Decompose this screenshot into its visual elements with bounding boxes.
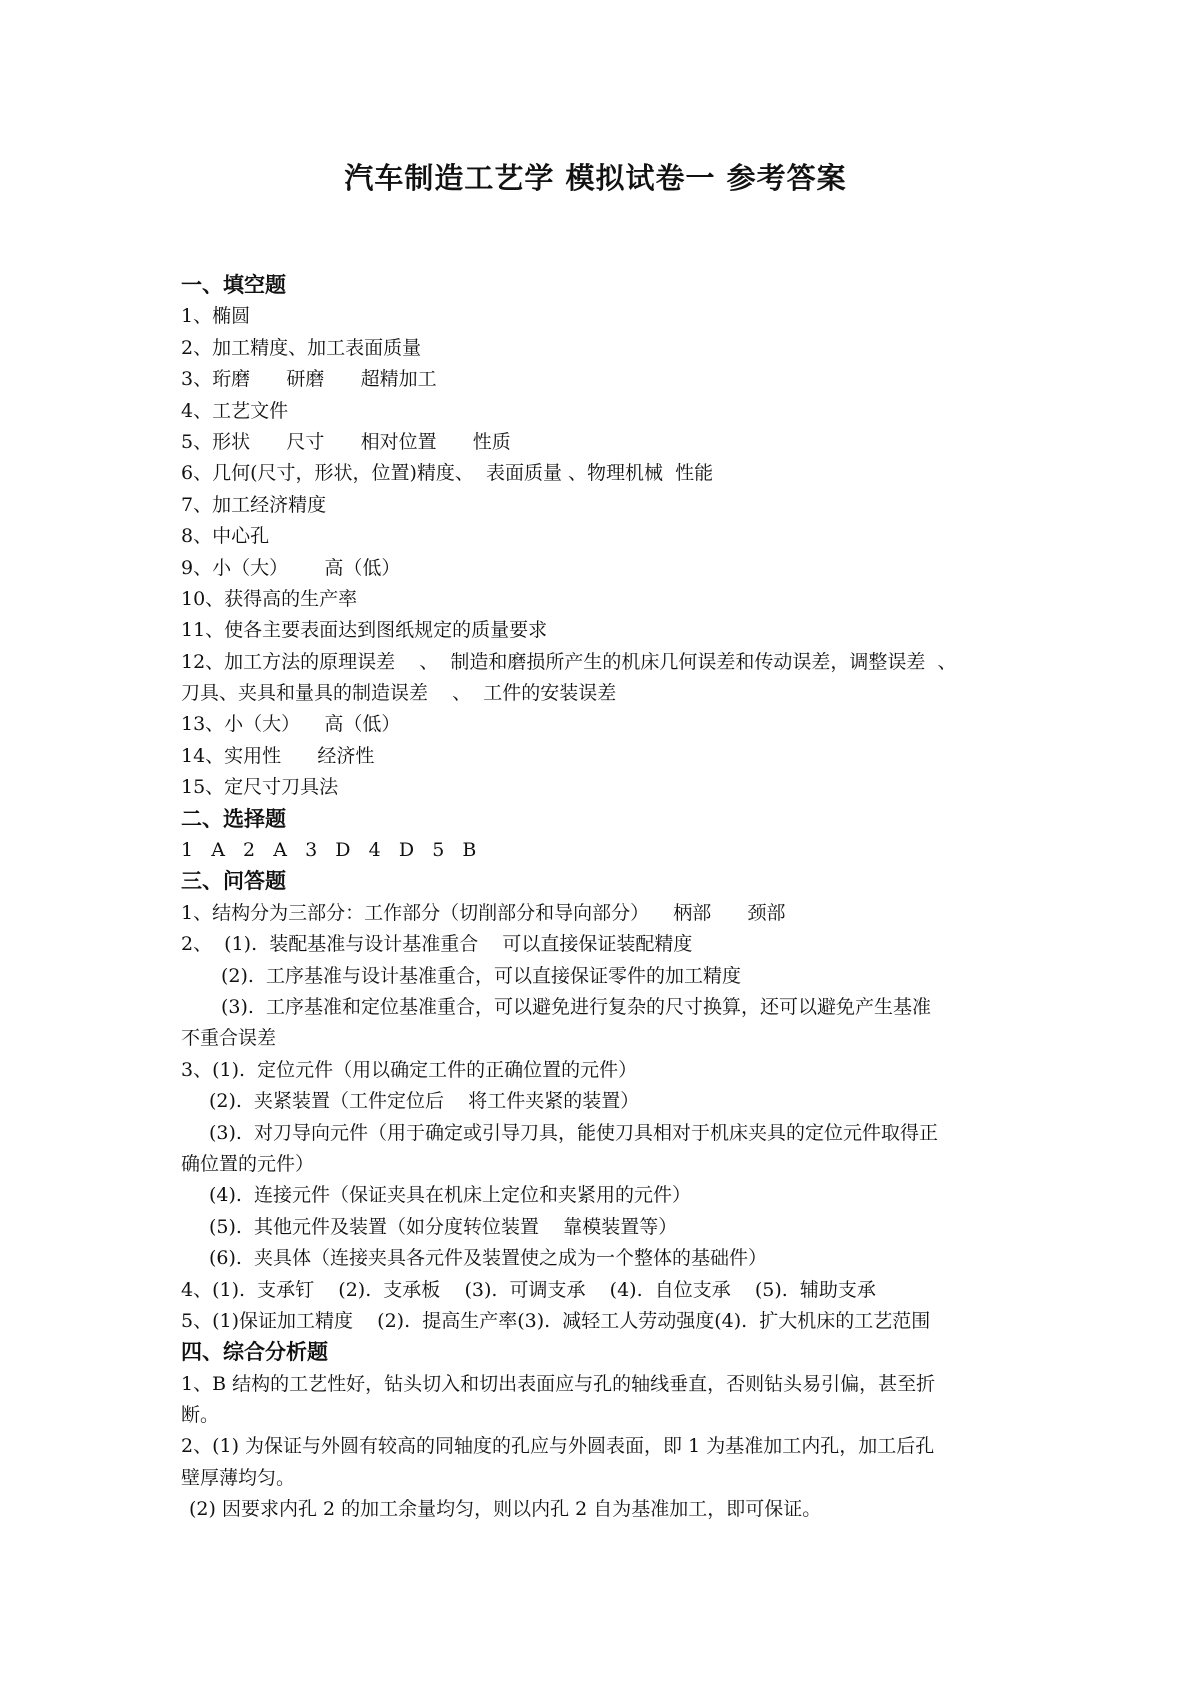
- answer-line: 2、加工精度、加工表面质量: [181, 336, 422, 359]
- answer-line: (4). 连接元件（保证夹具在机床上定位和夹紧用的元件）: [209, 1184, 692, 1207]
- answer-line: 4、工艺文件: [181, 399, 289, 422]
- answer-line: (5). 其他元件及装置（如分度转位装置 靠模装置等）: [209, 1215, 678, 1238]
- answer-line: 5、(1)保证加工精度 (2). 提高生产率(3). 减轻工人劳动强度(4). 扩大机床的工艺范围: [181, 1309, 931, 1332]
- answer-line: (6). 夹具体（连接夹具各元件及装置使之成为一个整体的基础件）: [209, 1247, 768, 1270]
- answer-line: 15、定尺寸刀具法: [181, 776, 339, 799]
- answer-line: 刀具、夹具和量具的制造误差 、 工件的安装误差: [181, 682, 617, 705]
- answer-line: 3、(1). 定位元件（用以确定工件的正确位置的元件）: [181, 1058, 638, 1081]
- answer-line: 10、获得高的生产率: [181, 587, 358, 610]
- answer-line: 3、珩磨 研磨 超精加工: [181, 368, 437, 391]
- answer-line: (3). 对刀导向元件（用于确定或引导刀具，能使刀具相对于机床夹具的定位元件取得正: [209, 1121, 939, 1144]
- section-heading: 一、填空题: [181, 273, 286, 297]
- answer-line: 1、结构分为三部分：工作部分（切削部分和导向部分） 柄部 颈部: [181, 901, 786, 924]
- answer-line: 13、小（大） 高（低）: [181, 713, 401, 736]
- section-heading: 四、综合分析题: [181, 1340, 328, 1365]
- answer-line: 2、(1) 为保证与外圆有较高的同轴度的孔应与外圆表面，即 1 为基准加工内孔，加工后孔: [181, 1435, 935, 1458]
- answer-content: [181, 270, 1021, 1526]
- answer-line: (2). 工序基准与设计基准重合，可以直接保证零件的加工精度: [221, 964, 742, 987]
- answer-line: 12、加工方法的原理误差 、 制造和磨损所产生的机床几何误差和传动误差，调整误差 、: [181, 650, 957, 673]
- answer-line: 确位置的元件）: [181, 1152, 315, 1175]
- answer-line: 不重合误差: [181, 1027, 277, 1050]
- answer-line: 壁厚薄均匀。: [181, 1466, 296, 1489]
- answer-line: (2). 夹紧装置（工件定位后 将工件夹紧的装置）: [209, 1090, 640, 1113]
- answer-line: 1 A 2 A 3 D 4 D 5 B: [181, 839, 477, 862]
- answer-line: 7、加工经济精度: [181, 493, 327, 516]
- answer-line: 8、中心孔: [181, 525, 270, 548]
- answer-line: 1、椭圆: [181, 305, 251, 328]
- answer-line: 5、形状 尺寸 相对位置 性质: [181, 430, 511, 453]
- answer-line: 9、小（大） 高（低）: [181, 556, 401, 579]
- answer-line: 14、实用性 经济性: [181, 744, 375, 767]
- answer-line: 2、 (1). 装配基准与设计基准重合 可以直接保证装配精度: [181, 933, 693, 956]
- section-heading: 二、选择题: [181, 806, 286, 831]
- answer-line: 11、使各主要表面达到图纸规定的质量要求: [181, 619, 548, 642]
- answer-line: 1、B 结构的工艺性好，钻头切入和切出表面应与孔的轴线垂直，否则钻头易引偏，甚至折: [181, 1372, 936, 1395]
- answer-line: 断。: [181, 1404, 220, 1427]
- answer-line: 6、几何(尺寸，形状，位置)精度、 表面质量 、物理机械 性能: [181, 462, 714, 485]
- section-heading: 三、问答题: [181, 869, 286, 894]
- page-title: 汽车制造工艺学 模拟试卷一 参考答案: [344, 161, 847, 195]
- answer-line: (2) 因要求内孔 2 的加工余量均匀，则以内孔 2 自为基准加工，即可保证。: [189, 1498, 822, 1521]
- answer-line: (3). 工序基准和定位基准重合，可以避免进行复杂的尺寸换算，还可以避免产生基准: [221, 995, 932, 1018]
- answer-line: 4、(1). 支承钉 (2). 支承板 (3). 可调支承 (4). 自位支承 (5). 辅助支承: [181, 1278, 876, 1301]
